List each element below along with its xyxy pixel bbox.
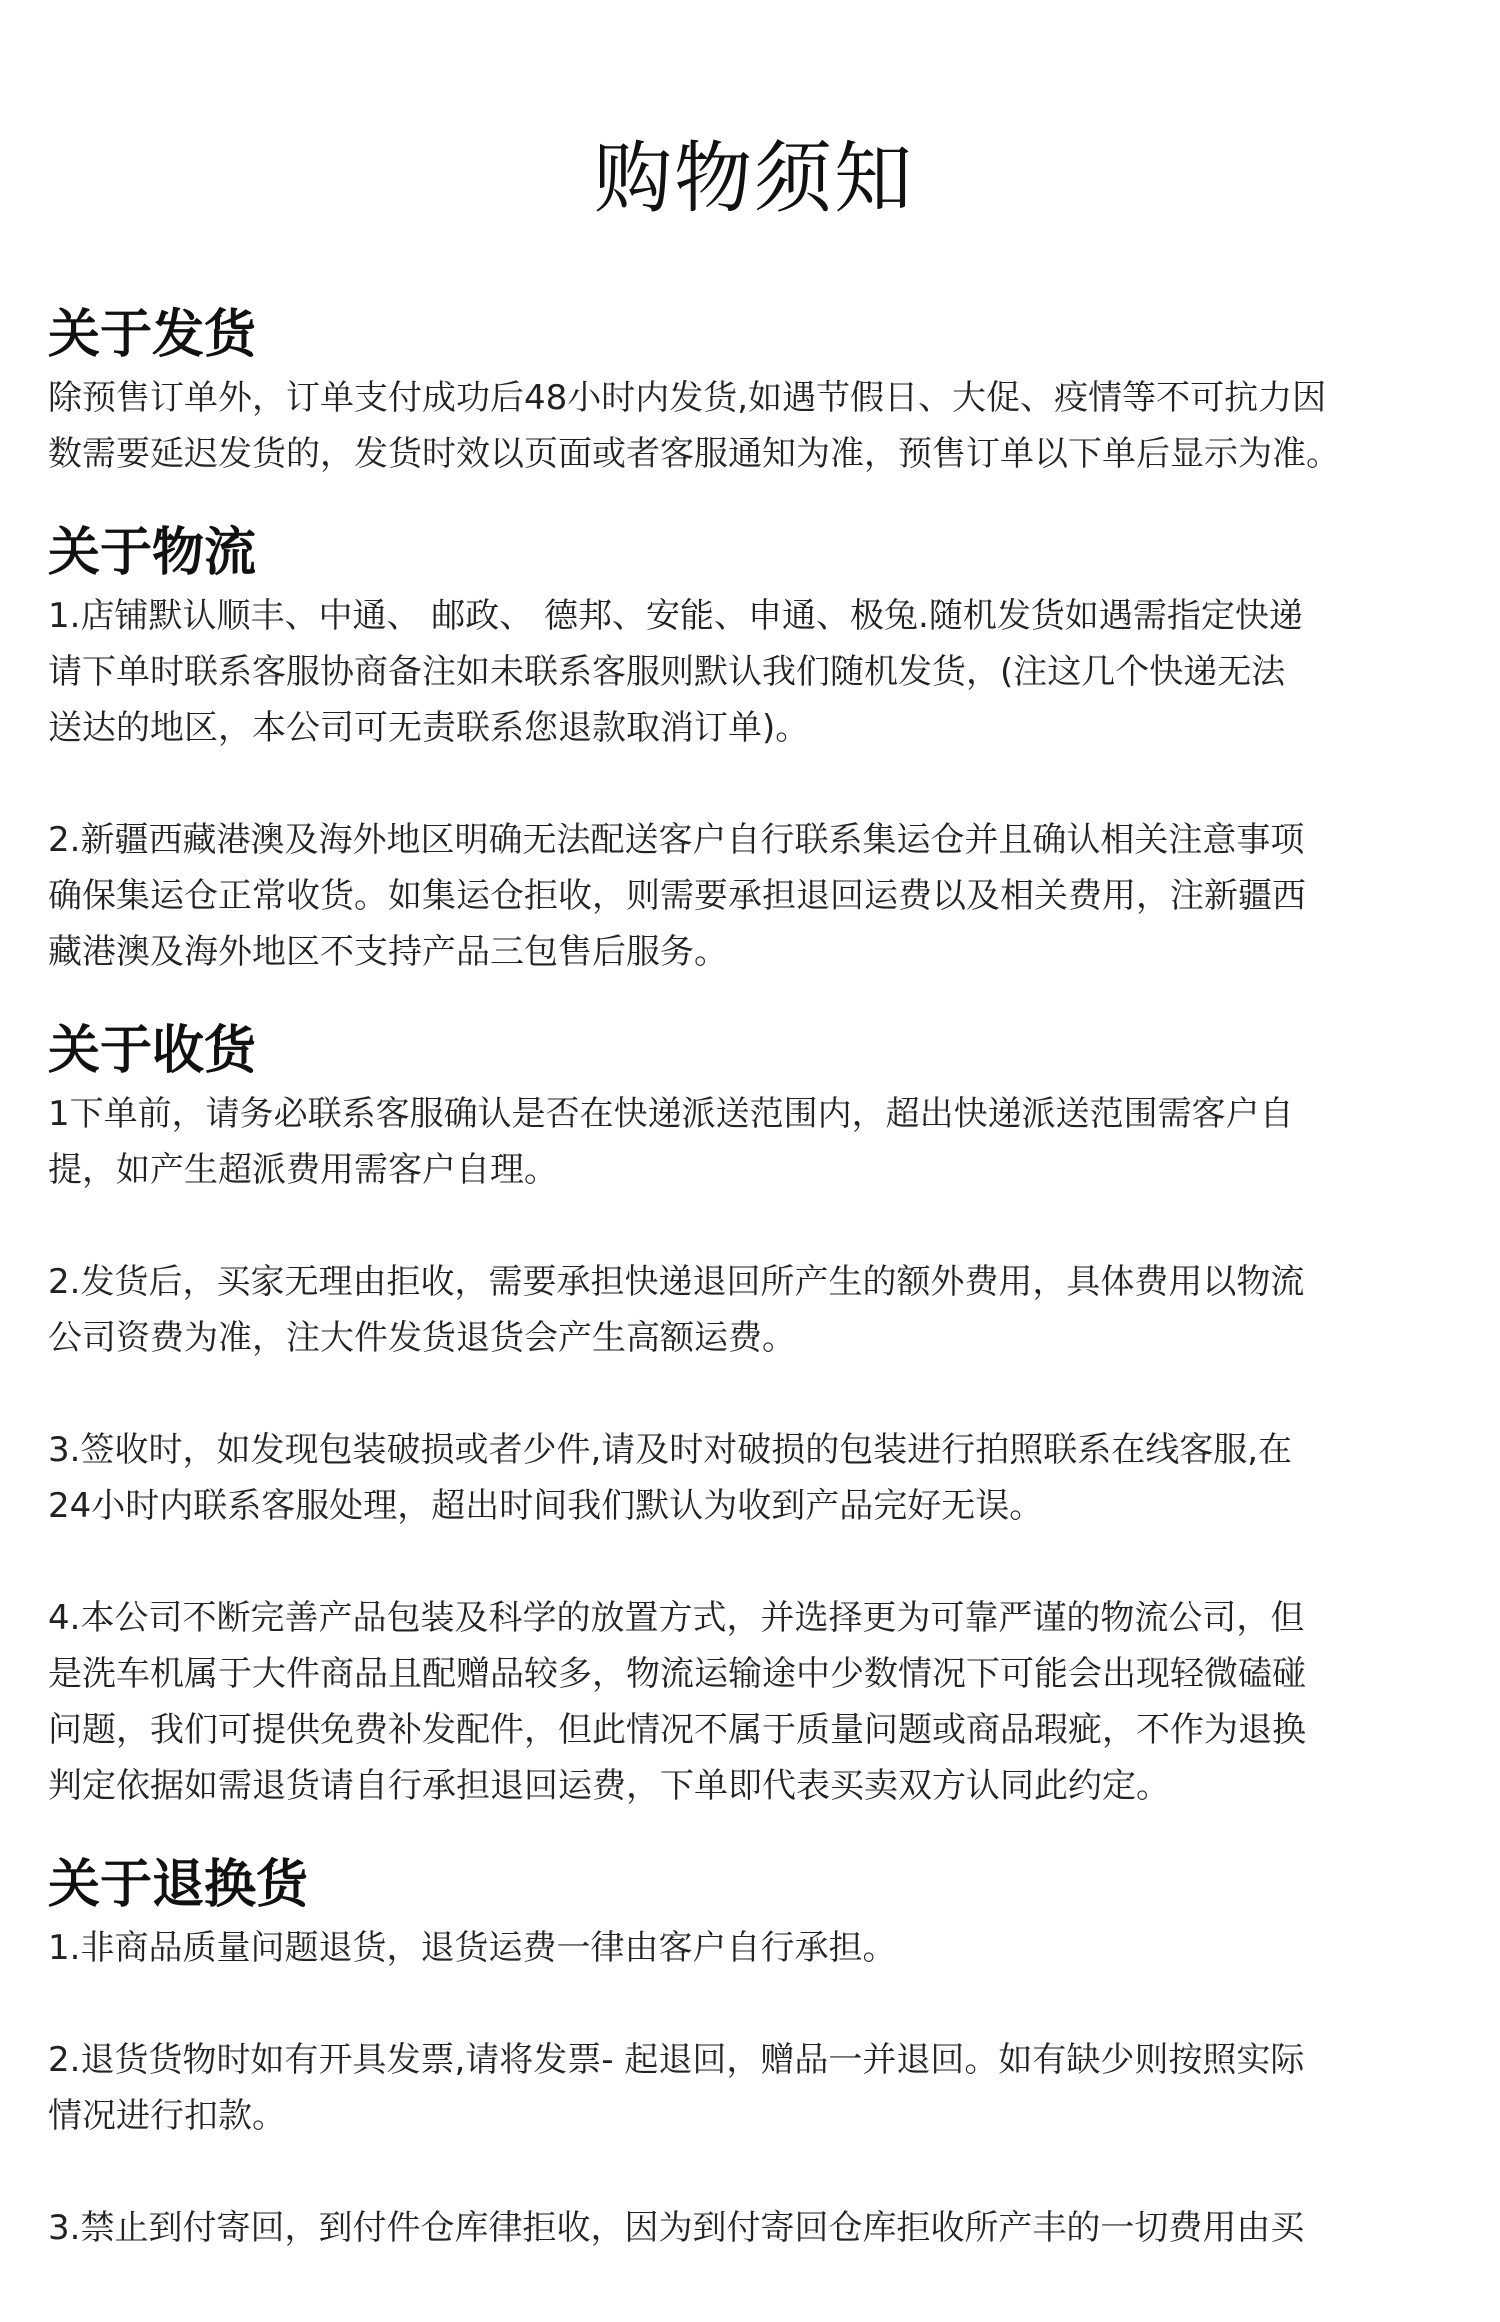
section-logistics: [48, 518, 1460, 980]
section-paragraph: 1.非商品质量问题退货，退货运费一律由客户自行承担。: [48, 1928, 897, 1968]
section-paragraph: 1下单前，请务必联系客服确认是否在快递派送范围内，超出快递派送范围需客户自 提，如产生超派费用需客户自理。: [48, 1094, 1294, 1190]
section-receiving: [48, 1016, 1460, 1814]
section-shipping: [48, 300, 1460, 482]
section-paragraph: 4.本公司不断完善产品包装及科学的放置方式，并选择更为可靠严谨的物流公司，但 是洗车机属于大件商品且配赠品较多，物流运输途中少数情况下可能会出现轻微磕碰 问题，我们可提供免费补发配件，但此情况不属于质量问题或商品瑕疵，不作为退换 判定依据如需退货请自行承担退回运费，下单即代表买卖双方认同此约定。: [48, 1598, 1306, 1806]
section-heading: 关于发货: [48, 305, 257, 365]
section-returns: [48, 1850, 1460, 2256]
section-paragraph: 3.签收时，如发现包装破损或者少件,请及时对破损的包装进行拍照联系在线客服,在 24小时内联系客服处理，超出时间我们默认为收到产品完好无误。: [48, 1430, 1293, 1526]
section-heading: 关于退换货: [48, 1855, 309, 1915]
section-heading: 关于收货: [48, 1021, 257, 1081]
section-paragraph: 2.新疆西藏港澳及海外地区明确无法配送客户自行联系集运仓并且确认相关注意事项 确保集运仓正常收货。如集运仓拒收，则需要承担退回运费以及相关费用，注新疆西 藏港澳及海外地区不支持产品三包售后服务。: [48, 820, 1306, 972]
section-paragraph: 2.发货后，买家无理由拒收，需要承担快递退回所产生的额外费用，具体费用以物流 公司资费为准，注大件发货退货会产生高额运费。: [48, 1262, 1305, 1358]
section-paragraph: 除预售订单外，订单支付成功后48小时内发货,如遇节假日、大促、疫情等不可抗力因 数需要延迟发货的，发货时效以页面或者客服通知为准，预售订单以下单后显示为准。: [48, 378, 1340, 474]
section-paragraph: 1.店铺默认顺丰、中通、 邮政、 德邦、安能、申通、极兔.随机发货如遇需指定快递 请下单时联系客服协商备注如未联系客服则默认我们随机发货，(注这几个快递无法 送达的地区，本公司可无责联系您退款取消订单)。: [48, 596, 1303, 748]
section-heading: 关于物流: [48, 523, 257, 583]
page-title: 购物须知: [593, 134, 914, 224]
section-paragraph: 2.退货货物时如有开具发票,请将发票- 起退回，赠品一并退回。如有缺少则按照实际 情况进行扣款。: [48, 2040, 1305, 2136]
section-paragraph: 3.禁止到付寄回，到付件仓库律拒收，因为到付寄回仓库拒收所产丰的一切费用由买: [48, 2208, 1305, 2248]
